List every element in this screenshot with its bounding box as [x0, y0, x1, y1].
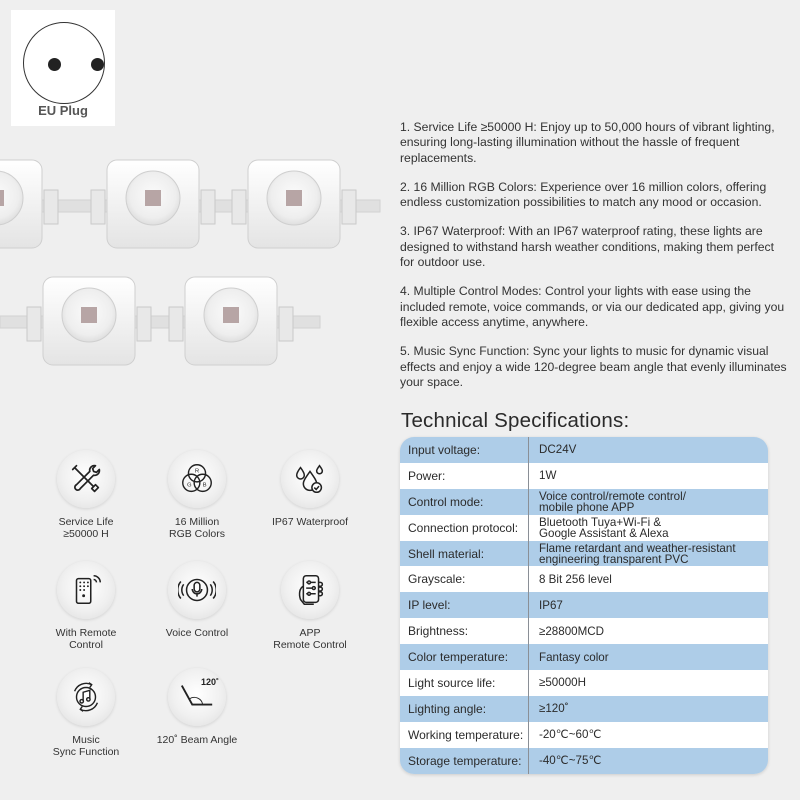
- icon-label: With Remote Control: [55, 627, 117, 651]
- spec-value: -20℃~60℃: [539, 728, 602, 742]
- rgb-letter-b: B: [202, 482, 207, 489]
- spec-label: Input voltage:: [400, 437, 529, 463]
- spec-value: 1W: [539, 469, 557, 483]
- spec-label: Storage temperature:: [400, 748, 529, 774]
- led-module: [0, 160, 58, 248]
- spec-label: Lighting angle:: [400, 696, 529, 722]
- music-sync-icon: [67, 678, 105, 716]
- spec-label: Power:: [400, 463, 529, 489]
- spec-label: Light source life:: [400, 670, 529, 696]
- spec-row: [400, 463, 768, 489]
- spec-row: [400, 748, 768, 774]
- spec-row: [400, 541, 768, 567]
- feature-icon-service-life: [31, 450, 141, 540]
- spec-value: DC24V: [539, 443, 577, 457]
- feature-icon-app: [255, 561, 365, 651]
- icon-label: 120˚ Beam Angle: [156, 734, 238, 746]
- tools-icon: [67, 460, 105, 498]
- spec-row: [400, 437, 768, 463]
- spec-label: Shell material:: [400, 541, 529, 567]
- spec-row: [400, 566, 768, 592]
- spec-label: IP level:: [400, 592, 529, 618]
- spec-value: 8 Bit 256 level: [539, 572, 612, 586]
- feature-icon-beam-angle: [142, 668, 252, 746]
- spec-row: [400, 489, 768, 515]
- feature-icon-music: [31, 668, 141, 758]
- icon-label: APP Remote Control: [273, 627, 347, 651]
- eu-plug-label: EU Plug: [38, 103, 88, 118]
- spec-value: Fantasy color: [539, 650, 609, 664]
- spec-label: Connection protocol:: [400, 515, 529, 541]
- spec-label: Color temperature:: [400, 644, 529, 670]
- spec-row: [400, 644, 768, 670]
- rgb-icon: [178, 460, 216, 498]
- spec-row: [400, 696, 768, 722]
- microphone-icon: [178, 571, 216, 609]
- feature-item: 3. IP67 Waterproof: With an IP67 waterproof rating, these lights are designed to withstand harsh weather conditions, making them perfect for outdoor use.: [400, 224, 774, 270]
- feature-item: 5. Music Sync Function: Sync your lights to music for dynamic visual effects and enjoy a wide 120-degree beam angle that evenly illuminates your space.: [400, 344, 787, 389]
- spec-label: Brightness:: [400, 618, 529, 644]
- icon-label: Voice Control: [165, 627, 229, 639]
- led-strip-illustration: [0, 0, 390, 400]
- spec-row: [400, 618, 768, 644]
- icon-label: 16 Million RGB Colors: [168, 516, 225, 540]
- spec-value: Voice control/remote control/ mobile phone APP: [539, 489, 686, 514]
- specs-title: Technical Specifications:: [401, 409, 630, 432]
- spec-row: [400, 592, 768, 618]
- spec-value: ≥28800MCD: [539, 624, 605, 638]
- feature-icon-rgb: [142, 450, 252, 540]
- spec-row: [400, 722, 768, 748]
- spec-value: IP67: [539, 598, 563, 612]
- specs-table: [400, 437, 768, 774]
- remote-icon: [67, 571, 105, 609]
- spec-row: [400, 670, 768, 696]
- spec-value: -40℃~75℃: [539, 754, 602, 768]
- spec-value: Flame retardant and weather-resistant engineering transparent PVC: [539, 541, 736, 566]
- beam-angle-text: 120˚: [201, 677, 220, 687]
- feature-icon-remote: [31, 561, 141, 651]
- led-module: [91, 160, 215, 248]
- led-module: [232, 160, 356, 248]
- spec-value: ≥120˚: [539, 702, 569, 716]
- feature-item: 2. 16 Million RGB Colors: Experience over 16 million colors, offering endless customization possibilities to match any mood or occasion.: [400, 179, 767, 210]
- icon-label: Service Life ≥50000 H: [58, 516, 114, 540]
- spec-label: Grayscale:: [400, 566, 529, 592]
- feature-icon-waterproof: [255, 450, 365, 528]
- spec-label: Working temperature:: [400, 722, 529, 748]
- rgb-letter-g: G: [187, 482, 192, 489]
- spec-row: [400, 515, 768, 541]
- rgb-letter-r: R: [194, 468, 200, 475]
- strip-row-2: [0, 277, 320, 365]
- spec-value: ≥50000H: [539, 676, 586, 690]
- feature-list: [400, 120, 790, 404]
- led-module: [169, 277, 293, 365]
- icon-label: IP67 Waterproof: [271, 516, 349, 528]
- phone-app-icon: [291, 571, 329, 609]
- strip-row-1: [0, 160, 380, 248]
- water-drops-icon: [291, 460, 329, 498]
- feature-item: 1. Service Life ≥50000 H: Enjoy up to 50,000 hours of vibrant lighting, ensuring long-lasting illumination without the hassle of frequent replacements.: [400, 120, 775, 165]
- feature-item: 4. Multiple Control Modes: Control your lights with ease using the included remote, voice commands, or via our dedicated app, giving you flexible access anytime, anywhere.: [400, 284, 785, 329]
- led-module: [27, 277, 151, 365]
- spec-label: Control mode:: [400, 489, 529, 515]
- feature-icon-voice: [142, 561, 252, 639]
- spec-value: Bluetooth Tuya+Wi-Fi & Google Assistant & Alexa: [539, 515, 669, 540]
- icon-label: Music Sync Function: [52, 734, 120, 758]
